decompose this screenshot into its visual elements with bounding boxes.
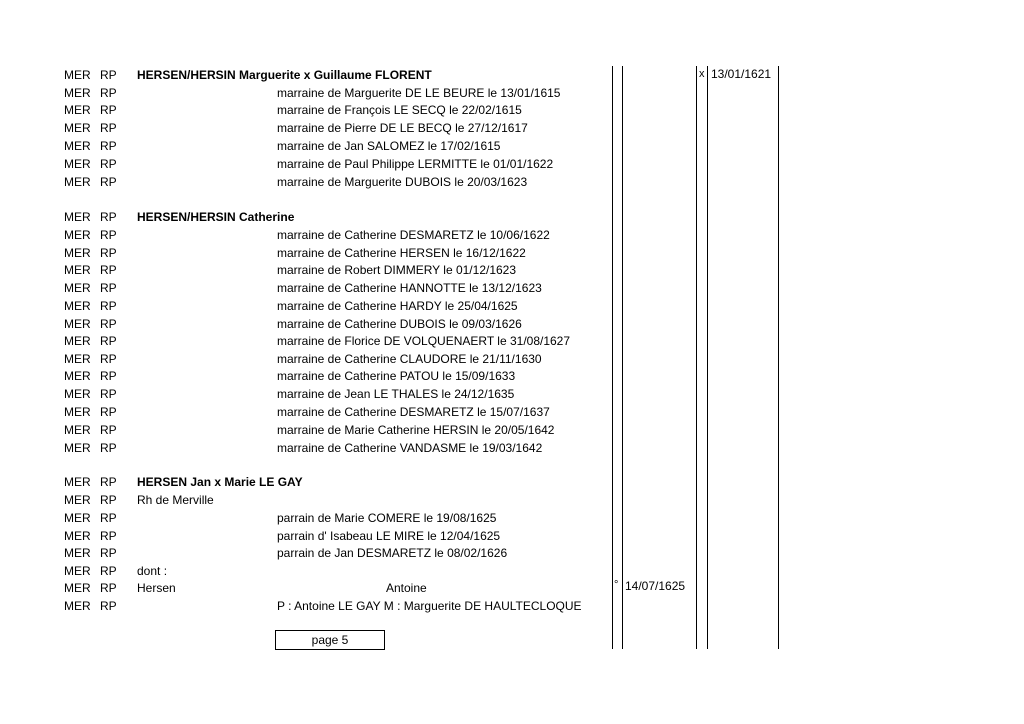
- register-code: RP: [100, 175, 117, 189]
- record-row: [0, 280, 1024, 297]
- parish-code: MER: [64, 139, 91, 153]
- record-row: [0, 510, 1024, 527]
- record-detail: marraine de Catherine DUBOIS le 09/03/1626: [277, 317, 522, 331]
- column-separator: [696, 66, 697, 649]
- record-row: [0, 598, 1024, 615]
- record-row: [0, 85, 1024, 102]
- column-separator: [612, 66, 613, 649]
- marriage-symbol: x: [699, 68, 705, 80]
- record-row: [0, 209, 1024, 226]
- record-row: [0, 368, 1024, 385]
- parish-code: MER: [64, 175, 91, 189]
- record-row: [0, 156, 1024, 173]
- register-code: RP: [100, 299, 117, 313]
- parish-code: MER: [64, 529, 91, 543]
- record-row: [0, 404, 1024, 421]
- parish-code: MER: [64, 546, 91, 560]
- record-detail: P : Antoine LE GAY M : Marguerite DE HAULTECLOQUE: [277, 599, 582, 613]
- register-code: RP: [100, 139, 117, 153]
- page-number-box: [275, 630, 385, 650]
- parish-code: MER: [64, 599, 91, 613]
- parish-code: MER: [64, 299, 91, 313]
- page-number-label: page 5: [311, 633, 349, 647]
- person-name: Hersen: [137, 581, 176, 595]
- record-detail: marraine de Jean LE THALES le 24/12/1635: [277, 387, 515, 401]
- register-code: RP: [100, 121, 117, 135]
- person-name: HERSEN Jan x Marie LE GAY: [137, 475, 303, 489]
- register-code: RP: [100, 387, 117, 401]
- parish-code: MER: [64, 103, 91, 117]
- record-detail: marraine de Catherine CLAUDORE le 21/11/1630: [277, 352, 542, 366]
- parish-code: MER: [64, 121, 91, 135]
- record-detail: parrain de Jan DESMARETZ le 08/02/1626: [277, 546, 508, 560]
- parish-code: MER: [64, 86, 91, 100]
- record-detail: marraine de François LE SECQ le 22/02/1615: [277, 103, 522, 117]
- record-row: [0, 492, 1024, 509]
- column-separator: [622, 66, 623, 649]
- parish-code: MER: [64, 352, 91, 366]
- record-row: [0, 351, 1024, 368]
- register-code: RP: [100, 352, 117, 366]
- register-code: RP: [100, 334, 117, 348]
- register-code: RP: [100, 581, 117, 595]
- parish-code: MER: [64, 263, 91, 277]
- record-row: [0, 120, 1024, 137]
- parish-code: MER: [64, 317, 91, 331]
- record-row: [0, 138, 1024, 155]
- register-code: RP: [100, 157, 117, 171]
- register-code: RP: [100, 281, 117, 295]
- parish-code: MER: [64, 581, 91, 595]
- parish-code: MER: [64, 387, 91, 401]
- parish-code: MER: [64, 423, 91, 437]
- register-code: RP: [100, 68, 117, 82]
- record-row: [0, 528, 1024, 545]
- birth-symbol: °: [614, 579, 619, 591]
- record-row: [0, 102, 1024, 119]
- record-detail: marraine de Catherine HARDY le 25/04/1625: [277, 299, 518, 313]
- column-separator: [707, 66, 708, 649]
- person-name: HERSEN/HERSIN Catherine: [137, 210, 295, 224]
- parish-code: MER: [64, 493, 91, 507]
- record-detail: marraine de Marguerite DE LE BEURE le 13/01/1615: [277, 86, 561, 100]
- register-code: RP: [100, 441, 117, 455]
- record-detail: marraine de Catherine PATOU le 15/09/1633: [277, 369, 516, 383]
- register-code: RP: [100, 511, 117, 525]
- register-code: RP: [100, 263, 117, 277]
- record-row: [0, 245, 1024, 262]
- person-name: dont :: [137, 564, 168, 578]
- record-detail: marraine de Robert DIMMERY le 01/12/1623: [277, 263, 517, 277]
- register-code: RP: [100, 86, 117, 100]
- record-row: [0, 298, 1024, 315]
- record-row: [0, 67, 1024, 84]
- parish-code: MER: [64, 475, 91, 489]
- record-row: [0, 227, 1024, 244]
- record-detail: parrain d' Isabeau LE MIRE le 12/04/1625: [277, 529, 501, 543]
- record-row: [0, 262, 1024, 279]
- record-detail: marraine de Marguerite DUBOIS le 20/03/1623: [277, 175, 528, 189]
- parish-code: MER: [64, 369, 91, 383]
- register-code: RP: [100, 423, 117, 437]
- record-detail: marraine de Catherine HERSEN le 16/12/1622: [277, 246, 526, 260]
- register-code: RP: [100, 246, 117, 260]
- register-code: RP: [100, 529, 117, 543]
- record-row: [0, 440, 1024, 457]
- parish-code: MER: [64, 334, 91, 348]
- register-code: RP: [100, 599, 117, 613]
- parish-code: MER: [64, 210, 91, 224]
- parish-code: MER: [64, 246, 91, 260]
- parish-code: MER: [64, 511, 91, 525]
- register-code: RP: [100, 103, 117, 117]
- record-row: [0, 422, 1024, 439]
- record-detail: marraine de Pierre DE LE BECQ le 27/12/1617: [277, 121, 528, 135]
- register-code: RP: [100, 546, 117, 560]
- record-detail: parrain de Marie COMERE le 19/08/1625: [277, 511, 497, 525]
- parish-code: MER: [64, 441, 91, 455]
- birth-date: 14/07/1625: [625, 579, 686, 593]
- column-separator: [778, 66, 779, 649]
- parish-code: MER: [64, 228, 91, 242]
- record-row: [0, 174, 1024, 191]
- child-firstname: Antoine: [386, 581, 427, 595]
- record-row: [0, 580, 1024, 597]
- parish-code: MER: [64, 157, 91, 171]
- register-code: RP: [100, 564, 117, 578]
- parish-code: MER: [64, 281, 91, 295]
- record-row: [0, 474, 1024, 491]
- register-code: RP: [100, 493, 117, 507]
- parish-code: MER: [64, 564, 91, 578]
- record-detail: marraine de Catherine DESMARETZ le 10/06/1622: [277, 228, 550, 242]
- register-code: RP: [100, 369, 117, 383]
- record-row: [0, 563, 1024, 580]
- record-row: [0, 545, 1024, 562]
- register-code: RP: [100, 210, 117, 224]
- register-code: RP: [100, 475, 117, 489]
- register-code: RP: [100, 317, 117, 331]
- record-detail: marraine de Jan SALOMEZ le 17/02/1615: [277, 139, 501, 153]
- register-code: RP: [100, 228, 117, 242]
- person-name: Rh de Merville: [137, 493, 214, 507]
- marriage-date: 13/01/1621: [711, 67, 772, 81]
- person-name: HERSEN/HERSIN Marguerite x Guillaume FLORENT: [137, 68, 432, 82]
- record-detail: marraine de Florice DE VOLQUENAERT le 31/08/1627: [277, 334, 571, 348]
- record-row: [0, 316, 1024, 333]
- record-row: [0, 386, 1024, 403]
- record-row: [0, 333, 1024, 350]
- record-detail: marraine de Paul Philippe LERMITTE le 01/01/1622: [277, 157, 554, 171]
- record-detail: marraine de Catherine DESMARETZ le 15/07/1637: [277, 405, 550, 419]
- record-detail: marraine de Catherine HANNOTTE le 13/12/1623: [277, 281, 542, 295]
- record-detail: marraine de Marie Catherine HERSIN le 20/05/1642: [277, 423, 555, 437]
- register-code: RP: [100, 405, 117, 419]
- record-detail: marraine de Catherine VANDASME le 19/03/1642: [277, 441, 543, 455]
- parish-code: MER: [64, 68, 91, 82]
- parish-code: MER: [64, 405, 91, 419]
